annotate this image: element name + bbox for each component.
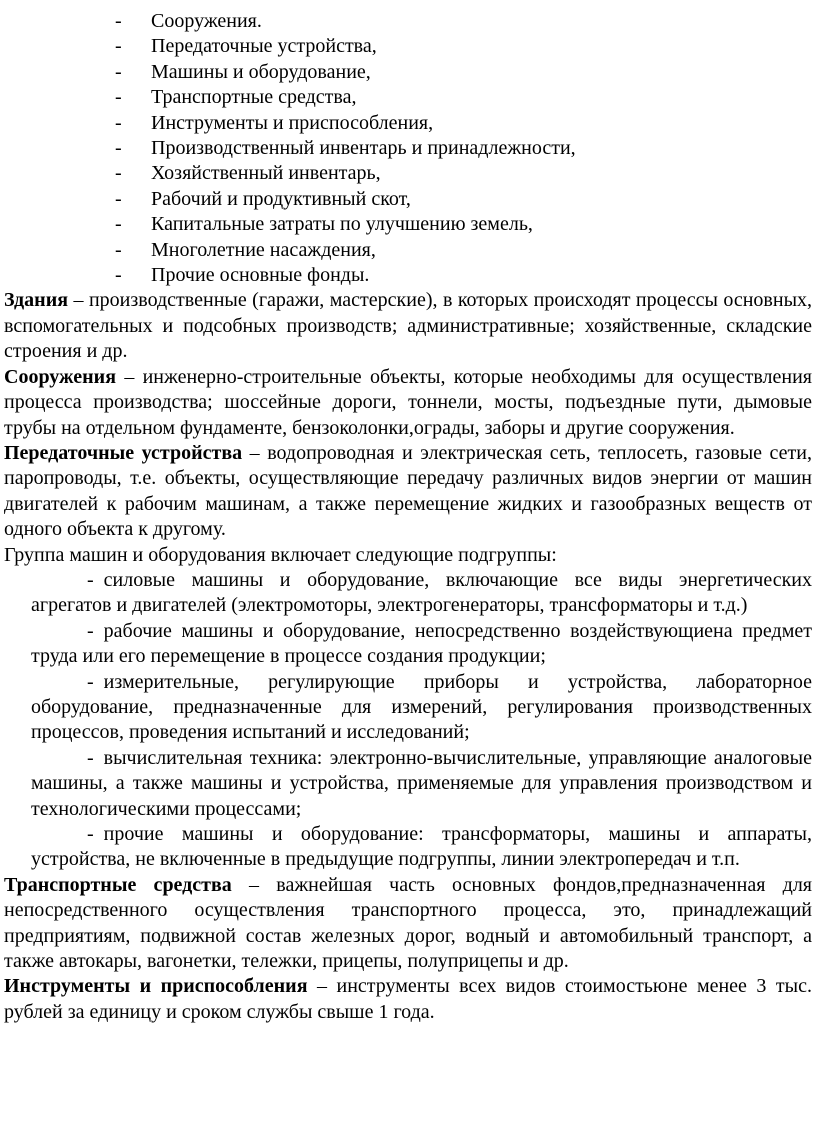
intro-text: Группа машин и оборудования включает следующие подгруппы: [4,543,557,566]
dash-marker: - [115,213,122,236]
list-item-text: Прочие основные фонды. [151,264,370,287]
list-item-text: Передаточные устройства, [151,35,377,58]
dash-marker: - [87,619,94,642]
list-item-text: Транспортные средства, [151,86,357,109]
list-item [115,34,812,59]
definition-paragraph-tools [4,974,812,1025]
list-item-text: Инструменты и приспособления, [151,111,434,134]
subgroup-item [4,619,812,670]
subgroup-item [4,670,812,746]
definition-paragraph-structures [4,365,812,441]
list-item [115,60,812,85]
list-item [115,238,812,263]
dash-marker: - [115,264,122,287]
subgroup-text: рабочие машины и оборудование, непосредственно воздействующиена предмет труда или его перемещение в процессе создания продукции; [31,619,812,668]
subgroup-item [4,822,812,873]
machine-group-intro [4,543,812,568]
dash-marker: - [115,137,122,160]
asset-type-list [4,9,812,288]
dash-marker: - [115,10,122,32]
definition-term: Транспортные средства [4,873,232,896]
dash-marker: - [115,86,122,109]
list-item-text: Рабочий и продуктивный скот, [151,187,411,210]
dash-marker: - [115,187,122,210]
definition-body: – инженерно-строительные объекты, которые необходимы для осуществления процесса производства; шоссейные дороги, тоннели, мосты, подъездные пути, дымовые трубы на отдельном фундаменте, бензоколонки,ограды, заборы и другие сооружения. [4,365,812,439]
list-item [115,136,812,161]
list-item [115,187,812,212]
subgroup-text: силовые машины и оборудование, включающие все виды энергетических агрегатов и двигателей (электромоторы, электрогенераторы, трансформаторы и т.д.) [31,568,812,617]
definition-body: – водопроводная и электрическая сеть, теплосеть, газовые сети, паропроводы, т.е. объекты, осуществляющие передачу различных видов энергии от машин двигателей к рабочим машинам, а также перемещение жидких и газообразных веществ от одного объекта к другому. [4,441,812,541]
list-item-text: Многолетние насаждения, [151,238,376,261]
dash-marker: - [115,162,122,185]
list-item-text: Машины и оборудование, [151,60,371,83]
definition-term: Сооружения [4,365,117,388]
list-item-text: Сооружения. [151,10,262,32]
subgroup-text: вычислительная техника: электронно-вычислительные, управляющие аналоговые машины, а также машины и устройства, применяемые для управления производством и технологическими процессами; [31,746,812,820]
definition-body: – инструменты всех видов стоимостьюне менее 3 тыс. рублей за единицу и сроком службы свыше 1 года. [4,975,812,1023]
dash-marker: - [87,823,94,845]
definition-paragraph-vehicles [4,873,812,975]
list-item [115,263,812,288]
list-item-text: Хозяйственный инвентарь, [151,162,381,185]
dash-marker: - [115,111,122,134]
list-item [115,111,812,136]
list-item [115,161,812,186]
subgroup-item [4,746,812,822]
definition-paragraph-transmission-devices [4,441,812,543]
list-item [115,212,812,237]
dash-marker: - [115,238,122,261]
definition-paragraph-buildings [4,288,812,364]
dash-marker: - [115,60,122,83]
dash-marker: - [115,35,122,58]
definition-body: – важнейшая часть основных фондов,предназначенная для непосредственного осуществления транспортного процесса, это, принадлежащий предприятиям, подвижной состав железных дорог, водный и автомобильный транспорт, а также автокары, вагонетки, тележки, прицепы, полуприцепы и др. [4,873,812,973]
list-item-text: Капитальные затраты по улучшению земель, [151,213,533,236]
definition-term: Инструменты и приспособления [4,975,308,998]
subgroup-item [4,568,812,619]
subgroup-text: прочие машины и оборудование: трансформаторы, машины и аппараты, устройства, не включенные в предыдущие подгруппы, линии электропередач и т.п. [31,823,812,871]
list-item [115,9,812,34]
definition-term: Здания [4,289,69,312]
definition-term: Передаточные устройства [4,441,243,464]
list-item [115,85,812,110]
dash-marker: - [87,670,94,693]
dash-marker: - [87,746,94,769]
subgroup-text: измерительные, регулирующие приборы и устройства, лабораторное оборудование, предназначенные для измерений, регулирования производственных процессов, проведения испытаний и исследований; [31,670,812,744]
list-item-text: Производственный инвентарь и принадлежности, [151,137,576,160]
dash-marker: - [87,568,94,591]
definition-body: – производственные (гаражи, мастерские), в которых происходят процессы основных, вспомогательных и подсобных производств; административные; хозяйственные, складские строения и др. [4,289,812,363]
